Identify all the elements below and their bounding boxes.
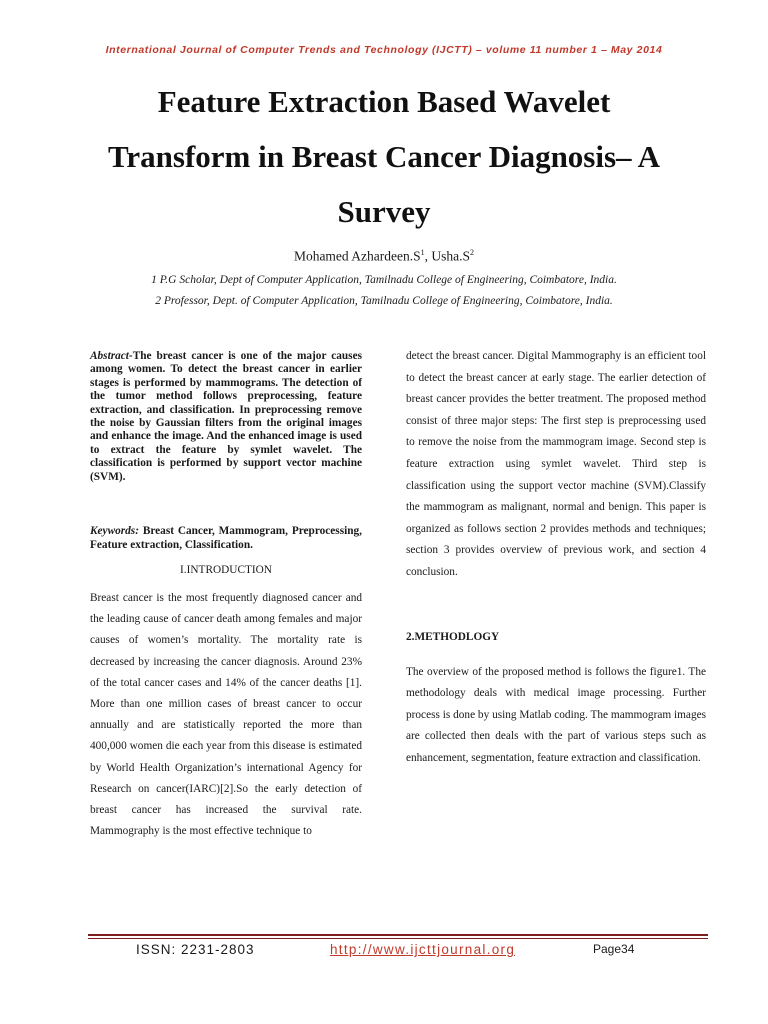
page-number: Page34 bbox=[593, 942, 635, 956]
title-line: Survey bbox=[337, 194, 431, 229]
issn-number: ISSN: 2231-2803 bbox=[136, 942, 255, 957]
methodology-text: The overview of the proposed method is follows the figure1. The methodology deals with medical image processing. Further process is done by using Matlab coding. The mammogram images are collected then deals with the part of various steps such as enhancement, segmentation, feature extraction and classification. bbox=[406, 665, 706, 764]
affiliation: 2 Professor, Dept. of Computer Application, Tamilnadu College of Engineering, Coimbatore, India. bbox=[155, 295, 613, 307]
introduction-continued-text: detect the breast cancer. Digital Mammography is an efficient tool to detect the breast cancer at early stage. The earlier detection of breast cancer provides the better treatment. The proposed method consist of three major steps: The first step is preprocessing used to remove the noise from the mammogram image. Second step is feature extraction using symlet wavelet. Third step is classification using the support vector machine (SVM).Classify the mammogram as malignant, normal and benign. This paper is organized as follows section 2 provides methods and techniques; section 3 provides overview of previous work, and section 4 conclusion. bbox=[406, 350, 706, 578]
page-footer bbox=[88, 942, 708, 960]
author-superscript: 2 bbox=[470, 248, 475, 257]
title-line: Transform in Breast Cancer Diagnosis– A bbox=[108, 139, 660, 174]
introduction-heading: I.INTRODUCTION bbox=[180, 564, 272, 577]
abstract-text: The breast cancer is one of the major causes among women. To detect the breast cancer in earlier stages is performed by mammograms. The detection of the tumor method follows preprocessing, feature extraction, and classification. In preprocessing remove the noise by Gaussian filters from the original images and enhance the image. And the enhanced image is used to extract the feature by symlet wavelet. The classification is performed by support vector machine (SVM). bbox=[90, 350, 362, 483]
author-separator: , bbox=[424, 248, 432, 264]
keywords-text: Breast Cancer, Mammogram, Preprocessing, Feature extraction, Classification. bbox=[90, 525, 362, 552]
introduction-text: Breast cancer is the most frequently diagnosed cancer and the leading cause of cancer death among females and major causes of women’s mortality. The mortality rate is decreased by increasing the cancer diagnosis. Around 23% of the total cancer cases and 14% of the cancer deaths [1]. More than one million cases of breast cancer to occur annually and are statistically reported the more than 400,000 women die each year from this disease is estimated by World Health Organization’s international Agency for Research on cancer(IARC)[2].So the early detection of breast cancer has increased the survival rate. Mammography is the most effective technique to bbox=[90, 592, 362, 838]
author-superscript: 1 bbox=[420, 248, 425, 257]
footer-divider bbox=[88, 934, 708, 936]
journal-link[interactable]: http://www.ijcttjournal.org bbox=[330, 942, 516, 957]
title-line: Feature Extraction Based Wavelet bbox=[157, 84, 611, 119]
affiliation: 1 P.G Scholar, Dept of Computer Application, Tamilnadu College of Engineering, Coimbatore, India. bbox=[151, 274, 617, 286]
paper-title bbox=[60, 74, 708, 239]
left-column bbox=[90, 350, 362, 843]
keywords bbox=[90, 524, 362, 552]
footer-divider bbox=[88, 938, 708, 939]
abstract-lead: Abstract- bbox=[90, 350, 133, 362]
journal-header: International Journal of Computer Trends and Technology (IJCTT) – volume 11 number 1 – May 2014 bbox=[105, 44, 663, 56]
author-name: Usha.S bbox=[431, 248, 471, 264]
methodology-heading: 2.METHODLOGY bbox=[406, 630, 500, 643]
author-list bbox=[0, 248, 768, 265]
abstract bbox=[90, 350, 362, 484]
keywords-lead: Keywords: bbox=[90, 525, 139, 538]
right-column bbox=[406, 346, 706, 770]
author-name: Mohamed Azhardeen.S bbox=[293, 248, 421, 264]
